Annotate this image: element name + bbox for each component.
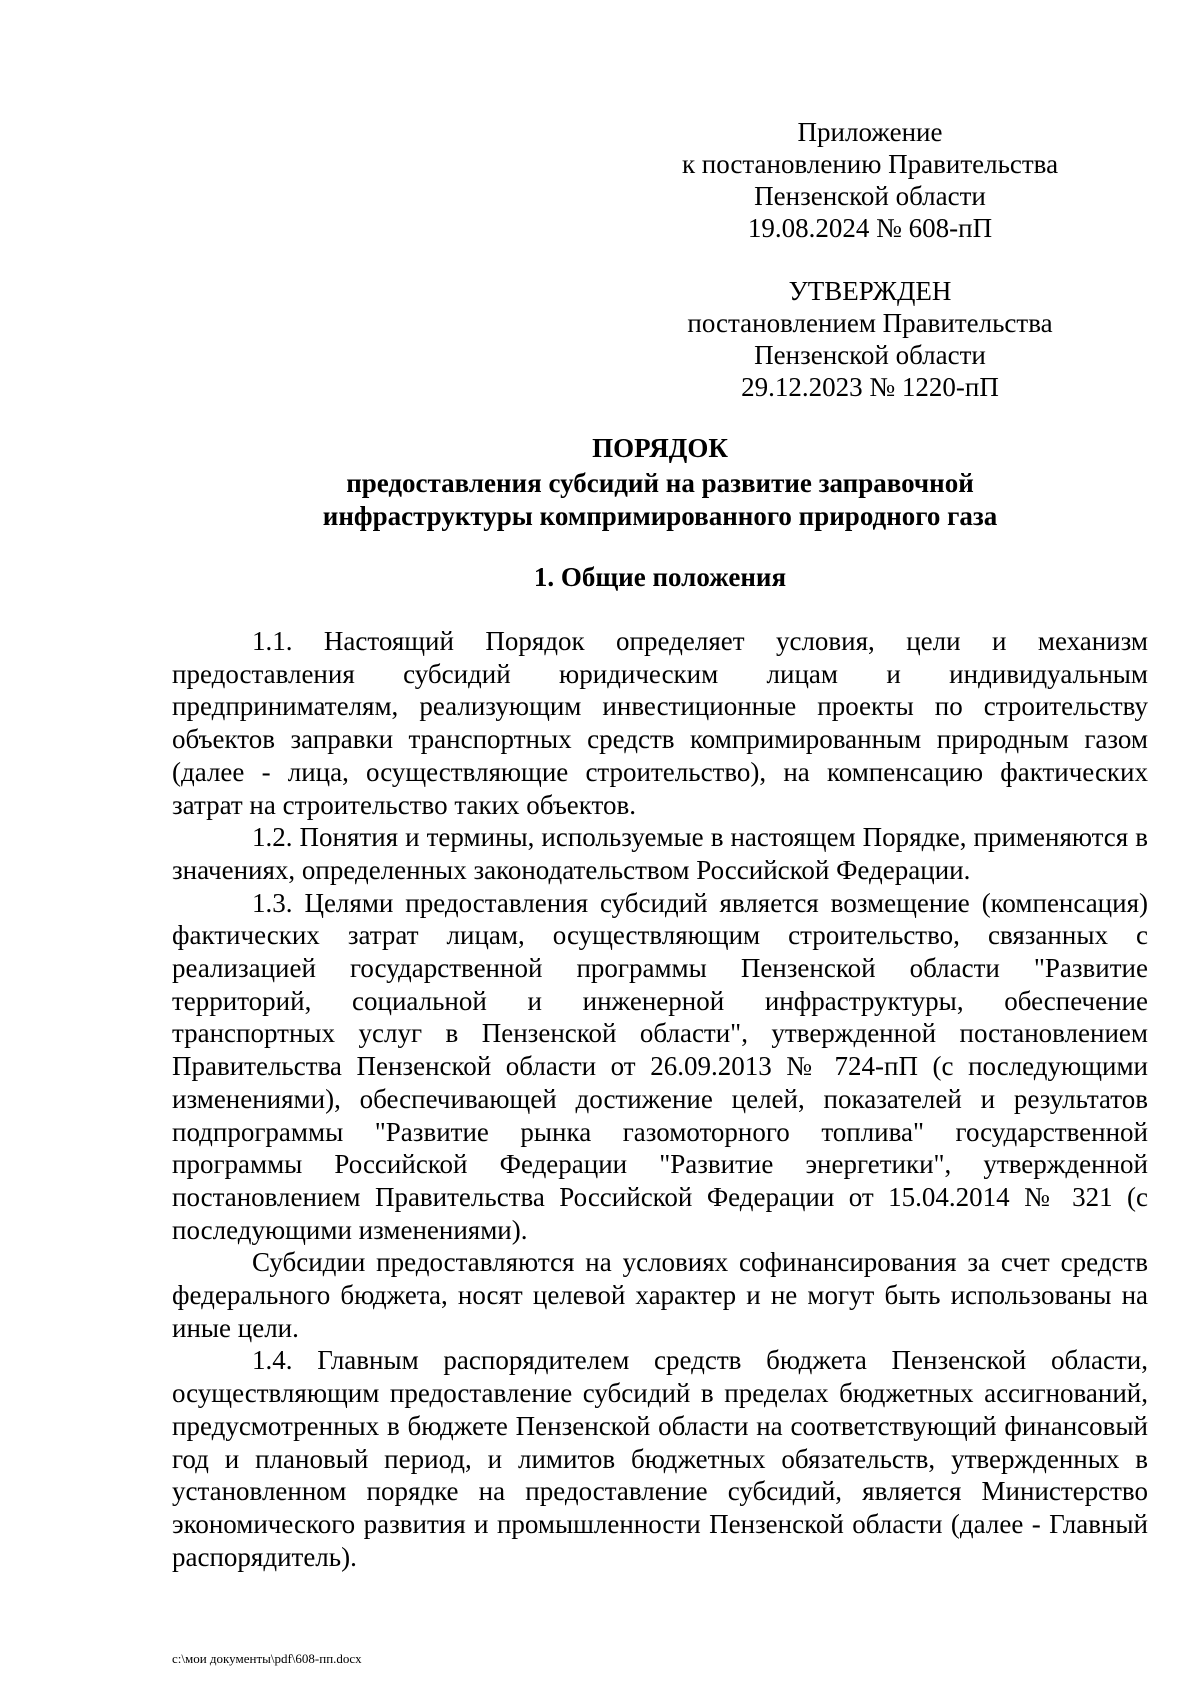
approval-stamp <box>640 275 1100 403</box>
paragraph-subsidy-conditions: Субсидии предоставляются на условиях софинансирования за счет средств федерального бюджета, носят целевой характер и не могут быть использованы на иные цели. <box>172 1247 1148 1343</box>
document-subtitle-line-1: предоставления субсидий на развитие заправочной <box>346 468 974 498</box>
paragraph-1-3: 1.3. Целями предоставления субсидий является возмещение (компенсация) фактических затрат лицам, осуществляющим строительство, связанных с реализацией государственной программы Пензенской области "Развитие территорий, социальной и инженерной инфраструктуры, обеспечение транспортных услуг в Пензенской области", утвержденной постановлением Правительства Пензенской области от 26.09.2013 № 724-пП (с последующими изменениями), обеспечивающей достижение целей, показателей и результатов подпрограммы "Развитие рынка газомоторного топлива" государственной программы Российской Федерации "Развитие энергетики", утвержденной постановлением Правительства Российской Федерации от 15.04.2014 № 321 (с последующими изменениями). <box>172 887 1148 1245</box>
appendix-label: Приложение <box>797 117 943 147</box>
footer-file-path: c:\мои документы\pdf\608-пп.docx <box>172 1651 362 1666</box>
approval-resolution-ref: постановлением Правительства <box>687 308 1053 338</box>
appendix-date-number: 19.08.2024 № 608-пП <box>747 213 993 243</box>
paragraph-1-4: 1.4. Главным распорядителем средств бюджета Пензенской области, осуществляющим предоставление субсидий в пределах бюджетных ассигнований, предусмотренных в бюджете Пензенской области на соответствующий финансовый год и плановый период, и лимитов бюджетных обязательств, утвержденных в установленном порядке на предоставление субсидий, является Министерство экономического развития и промышленности Пензенской области (далее - Главный распорядитель). <box>172 1345 1148 1572</box>
section-heading: 1. Общие положения <box>533 562 787 592</box>
document-title: ПОРЯДОК <box>592 433 728 463</box>
document-subtitle-line-2: инфраструктуры компримированного природного газа <box>322 501 998 531</box>
paragraph-1-1: 1.1. Настоящий Порядок определяет условия, цели и механизм предоставления субсидий юридическим лицам и индивидуальным предпринимателям, реализующим инвестиционные проекты по строительству объектов заправки транспортных средств компримированным природным газом (далее - лица, осуществляющие строительство), на компенсацию фактических затрат на строительство таких объектов. <box>172 626 1148 820</box>
appendix-stamp <box>640 116 1100 244</box>
appendix-region: Пензенской области <box>754 181 986 211</box>
approval-label: УТВЕРЖДЕН <box>788 276 952 306</box>
approval-region: Пензенской области <box>754 340 986 370</box>
approval-date-number: 29.12.2023 № 1220-пП <box>741 372 999 402</box>
appendix-resolution-ref: к постановлению Правительства <box>681 149 1059 179</box>
paragraph-1-2: 1.2. Понятия и термины, используемые в настоящем Порядке, применяются в значениях, определенных законодательством Российской Федерации. <box>172 822 1148 885</box>
document-body <box>172 625 1148 1573</box>
